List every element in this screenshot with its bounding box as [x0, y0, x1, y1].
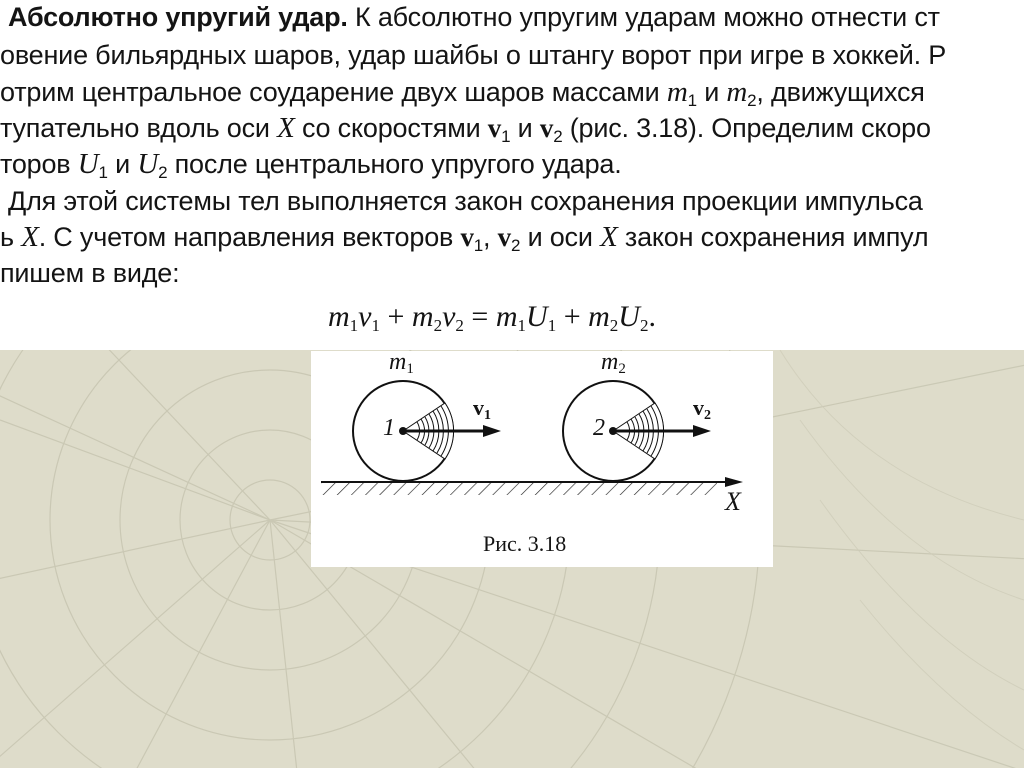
formula-sub: 1	[517, 316, 527, 335]
text-line-7-a: ь	[0, 222, 14, 252]
text-line-6-content: Для этой системы тел выполняется закон сохранения проекции импульса	[8, 186, 923, 216]
text-line-2	[0, 40, 946, 70]
text-line-3-b: , движущихся	[756, 77, 925, 107]
text-line-1	[8, 2, 940, 32]
symbol-u: U	[77, 148, 99, 180]
symbol-m: m	[726, 76, 748, 108]
text-line-7-b: . С учетом направления векторов	[38, 222, 454, 252]
subscript-1: 1	[687, 91, 697, 110]
subscript-2: 2	[747, 91, 757, 110]
label-m2: $m_2$	[601, 349, 626, 377]
comma: ,	[483, 222, 491, 252]
subscript-1: 1	[473, 236, 484, 255]
formula-sub: 2	[455, 316, 464, 335]
symbol-v: v	[497, 222, 511, 252]
subscript-2: 2	[553, 127, 563, 146]
x-axis-arrow-icon	[725, 477, 743, 487]
formula-v: v	[358, 300, 372, 333]
text-line-4	[0, 112, 931, 146]
formula-sub: 2	[433, 316, 443, 335]
label-v2: $v_2$	[693, 395, 711, 423]
text-block	[0, 0, 1024, 350]
formula-period: .	[648, 300, 656, 333]
word-and: и	[115, 149, 130, 179]
subscript-1: 1	[98, 163, 108, 182]
text-line-5-b: после центрального упругого удара.	[174, 149, 622, 179]
label-ball-2: 2	[593, 415, 605, 441]
formula-sub: 1	[547, 316, 557, 335]
subscript-2: 2	[158, 163, 168, 182]
text-line-7	[0, 221, 929, 255]
velocity-1-arrowhead-icon	[483, 425, 501, 437]
text-line-6	[8, 186, 923, 216]
velocity-2-arrowhead-icon	[693, 425, 711, 437]
symbol-x: X	[600, 221, 618, 253]
formula-sub: 1	[371, 316, 380, 335]
formula-u: U	[526, 300, 548, 333]
figure-caption: Рис. 3.18	[483, 531, 567, 556]
formula-u: U	[618, 300, 640, 333]
text-line-5-a: торов	[0, 149, 71, 179]
formula-m: m	[411, 300, 434, 333]
symbol-x: X	[21, 221, 39, 253]
figure-3-18	[311, 351, 773, 567]
label-m1: $m_1$	[389, 349, 414, 377]
formula-m: m	[588, 300, 610, 333]
formula-sub: 1	[349, 316, 359, 335]
text-line-4-a: тупательно вдоль оси	[0, 113, 270, 143]
text-line-5	[0, 148, 622, 182]
text-line-3	[0, 76, 925, 110]
momentum-formula	[328, 300, 656, 334]
symbol-x: X	[277, 112, 295, 144]
symbol-u: U	[137, 148, 159, 180]
formula-plus: +	[563, 300, 581, 333]
text-line-8-content: пишем в виде:	[0, 258, 180, 288]
formula-plus: +	[387, 300, 405, 333]
word-and: и	[517, 113, 533, 143]
symbol-m: m	[666, 76, 688, 108]
text-line-2-content: овение бильярдных шаров, удар шайбы о штангу ворот при игре в хоккей. Р	[0, 40, 947, 70]
ground-hatch	[321, 482, 717, 495]
label-x-axis: X	[725, 487, 741, 516]
symbol-v: v	[487, 113, 502, 143]
text-line-8	[0, 258, 179, 288]
word-and: и	[704, 77, 720, 107]
formula-m: m	[495, 300, 518, 333]
formula-sub: 2	[609, 316, 619, 335]
text-line-7-c: и оси	[527, 222, 593, 252]
subscript-1: 1	[501, 127, 511, 146]
text-line-4-b: со скоростями	[301, 113, 481, 143]
formula-equals: =	[471, 300, 489, 333]
label-v1: $v_1$	[473, 395, 491, 423]
symbol-v: v	[539, 113, 554, 143]
subscript-2: 2	[510, 236, 521, 255]
text-line-4-c: (рис. 3.18). Определим скоро	[569, 113, 931, 143]
formula-v: v	[442, 300, 456, 333]
text-line-7-d: закон сохранения импул	[624, 222, 929, 252]
heading-elastic-impact: Абсолютно упругий удар.	[8, 2, 348, 32]
label-ball-1: 1	[383, 415, 395, 441]
formula-m: m	[328, 300, 350, 333]
formula-sub: 2	[639, 316, 649, 335]
symbol-v: v	[460, 222, 474, 252]
text-line-3-a: отрим центральное соударение двух шаров массами	[0, 77, 660, 107]
text-line-1-rest: К абсолютно упругим ударам можно отнести ст	[355, 2, 940, 32]
